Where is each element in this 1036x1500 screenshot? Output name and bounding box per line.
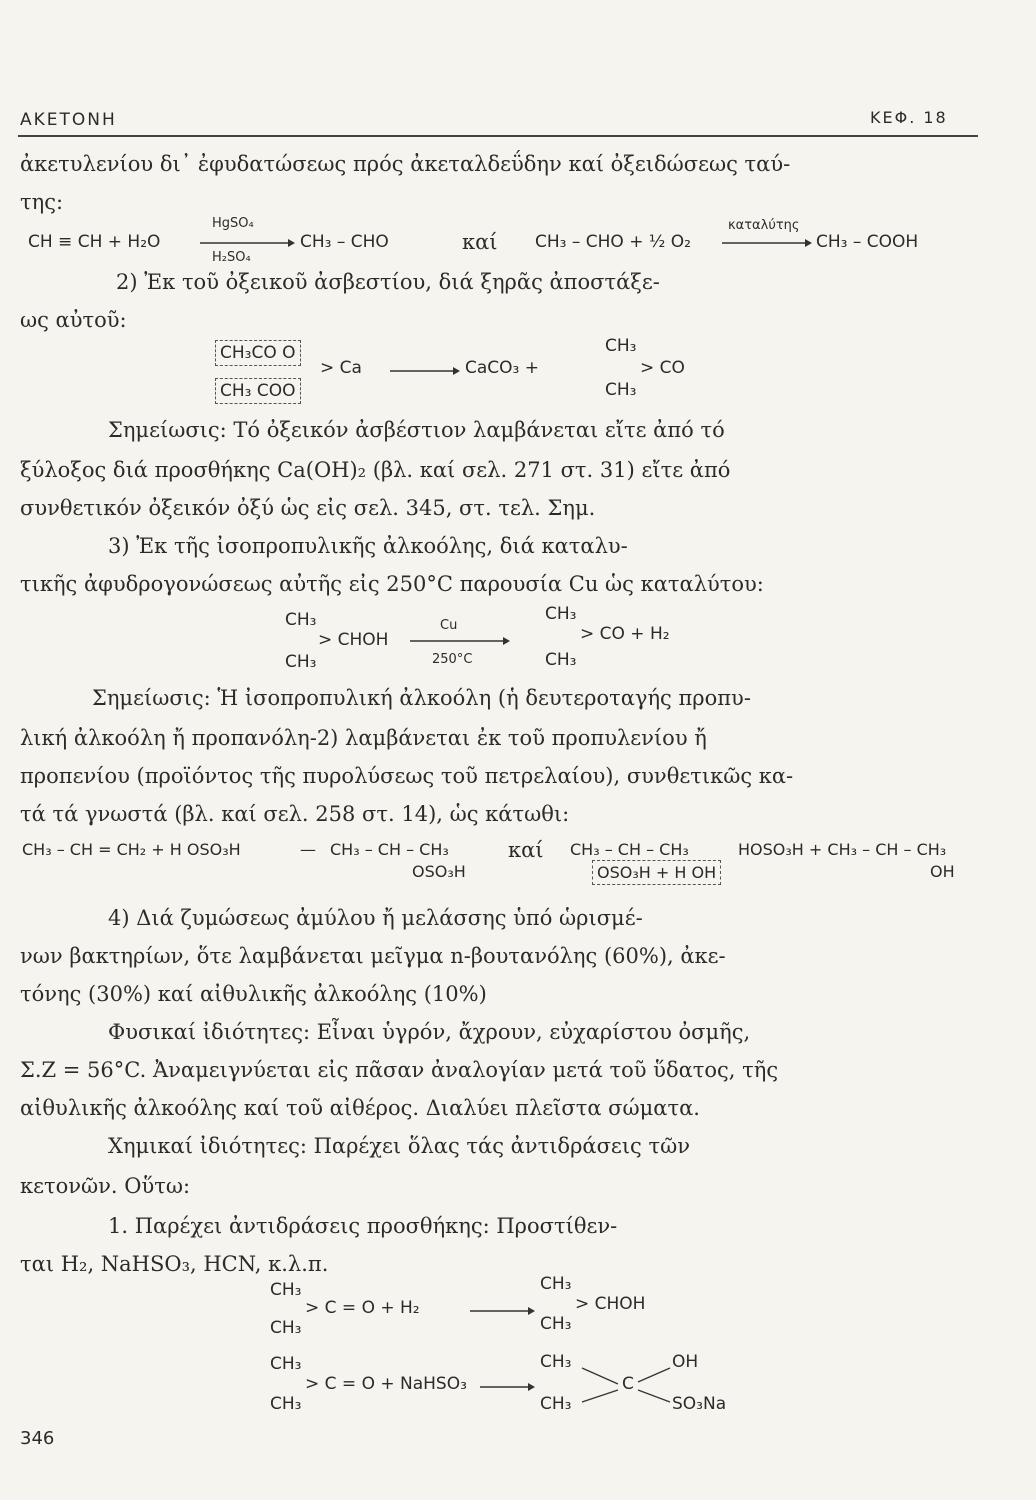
- eq4-intermediate: CH₃ – CH – CH₃: [330, 840, 449, 859]
- text-line: αἰθυλικῆς ἀλκοόλης καί τοῦ αἰθέρος. Διαλύει πλεῖστα σώματα.: [20, 1096, 700, 1120]
- eq3-methyl-top: CH₃: [285, 610, 317, 630]
- eq3-product-methyl-top: CH₃: [545, 604, 577, 624]
- page-number: 346: [20, 1428, 55, 1449]
- eq4-second-ester: CH₃ – CH – CH₃: [570, 840, 689, 859]
- text-line: της:: [20, 190, 64, 214]
- text-line-addition-reactions: 1. Παρέχει ἀντιδράσεις προσθήκης: Προστίθεν-: [108, 1214, 618, 1238]
- eq6-product-hydroxyl: OH: [672, 1352, 699, 1372]
- eq1-acetic-acid: CH₃ – COOH: [816, 232, 919, 252]
- text-line: ξύλοξος διά προσθήκης Ca(OH)₂ (βλ. καί σελ. 271 στ. 31) εἴτε ἀπό: [20, 458, 731, 482]
- eq4-product-hydroxyl: OH: [930, 862, 955, 881]
- text-line-note: Σημείωσις: Τό ὀξεικόν ἀσβέστιον λαμβάνεται εἴτε ἀπό τό: [108, 418, 725, 442]
- eq6-product-carbon: C: [622, 1374, 634, 1394]
- text-line: νων βακτηρίων, ὅτε λαμβάνεται μεῖγμα n-βουτανόλης (60%), ἀκε-: [20, 944, 726, 968]
- eq5-reactants: > C = O + H₂: [305, 1298, 420, 1318]
- eq3-carbinol: > CHOH: [318, 630, 389, 650]
- text-line: ται H₂, NaHSO₃, HCN, κ.λ.π.: [20, 1252, 329, 1276]
- eq6-product-sulfonate: SO₃Na: [672, 1394, 727, 1414]
- eq6-product-methyl-bottom: CH₃: [540, 1394, 572, 1414]
- eq1-and: καί: [462, 230, 498, 254]
- eq1-catalyst-top: HgSO₄: [212, 216, 254, 231]
- eq6-methyl-top: CH₃: [270, 1354, 302, 1374]
- text-line: συνθετικόν ὀξεικόν ὀξύ ὡς εἰς σελ. 345, στ. τελ. Σημ.: [20, 496, 596, 520]
- eq2-acetate-top: CH₃CO O: [215, 340, 301, 366]
- eq4-intermediate-group: OSO₃H: [412, 862, 466, 881]
- eq3-product-acetone: > CO + H₂: [580, 624, 670, 644]
- eq1-catalyst-label: καταλύτης: [728, 218, 800, 233]
- text-line-section-3: 3) Ἐκ τῆς ἰσοπροπυλικῆς ἀλκοόλης, διά καταλυ-: [108, 534, 628, 558]
- text-line-section-2: 2) Ἐκ τοῦ ὀξεικοῦ ἀσβεστίου, διά ξηρᾶς ἀποστάξε-: [116, 270, 660, 294]
- eq6-product-methyl-top: CH₃: [540, 1352, 572, 1372]
- eq4-and: καί: [508, 838, 544, 862]
- eq1-catalyst-bottom: H₂SO₄: [212, 250, 251, 265]
- eq5-product-carbinol: > CHOH: [575, 1294, 646, 1314]
- reaction-arrow: [390, 366, 460, 376]
- text-line: κετονῶν. Οὕτω:: [20, 1174, 191, 1198]
- header-rule: [18, 135, 978, 137]
- reaction-arrow: [410, 636, 510, 646]
- running-header-title: ΑΚΕΤΟΝΗ: [20, 110, 117, 130]
- eq3-temperature: 250°C: [432, 652, 473, 667]
- text-line: τά τά γνωστά (βλ. καί σελ. 258 στ. 14), ὡς κάτωθι:: [20, 802, 570, 826]
- eq5-methyl-bottom: CH₃: [270, 1318, 302, 1338]
- eq4-product: HOSO₃H + CH₃ – CH – CH₃: [738, 840, 947, 859]
- eq6-reactants: > C = O + NaHSO₃: [305, 1374, 467, 1394]
- eq1-oxidation-reactants: CH₃ – CHO + ½ O₂: [535, 232, 691, 252]
- eq5-product-methyl-top: CH₃: [540, 1274, 572, 1294]
- text-line: τόνης (30%) καί αἰθυλικῆς ἀλκοόλης (10%): [20, 982, 487, 1006]
- eq3-catalyst: Cu: [440, 618, 458, 633]
- text-line: προπενίου (προϊόντος τῆς πυρολύσεως τοῦ πετρελαίου), συνθετικῶς κα-: [20, 764, 794, 788]
- eq1-reactants: CH ≡ CH + H₂O: [28, 232, 161, 252]
- eq4-reactants: CH₃ – CH = CH₂ + H OSO₃H: [22, 840, 241, 859]
- text-line-note: Σημείωσις: Ἡ ἰσοπροπυλική ἀλκοόλη (ἡ δευτεροταγής προπυ-: [92, 686, 751, 710]
- text-line-section-4: 4) Διά ζυμώσεως ἀμύλου ἤ μελάσσης ὑπό ὡρισμέ-: [108, 906, 643, 930]
- text-line-physical-properties: Φυσικαί ἰδιότητες: Εἶναι ὑγρόν, ἄχρουν, εὐχαρίστου ὀσμῆς,: [108, 1020, 751, 1044]
- text-line: ἀκετυλενίου δι᾽ ἐφυδατώσεως πρός ἀκεταλδεΰδην καί ὀξειδώσεως ταύ-: [20, 152, 791, 176]
- eq1-acetaldehyde: CH₃ – CHO: [300, 232, 389, 252]
- eq5-product-methyl-bottom: CH₃: [540, 1314, 572, 1334]
- eq5-methyl-top: CH₃: [270, 1280, 302, 1300]
- eq3-product-methyl-bottom: CH₃: [545, 650, 577, 670]
- eq4-arrow: —: [300, 840, 316, 859]
- eq6-methyl-bottom: CH₃: [270, 1394, 302, 1414]
- reaction-arrow: [480, 1382, 535, 1392]
- eq4-hydrolysis-group: OSO₃H + H OH: [592, 860, 721, 885]
- text-line: ως αὐτοῦ:: [20, 308, 127, 332]
- reaction-arrow: [722, 238, 812, 248]
- text-line: τικῆς ἀφυδρογονώσεως αὐτῆς εἰς 250°C παρουσία Cu ὡς καταλύτου:: [20, 572, 764, 596]
- eq2-methyl-bottom: CH₃: [605, 380, 637, 400]
- reaction-arrow: [200, 238, 295, 248]
- eq2-acetate-bottom: CH₃ COO: [215, 378, 301, 404]
- text-line-chemical-properties: Χημικαί ἰδιότητες: Παρέχει ὅλας τάς ἀντιδράσεις τῶν: [108, 1134, 690, 1158]
- eq2-methyl-top: CH₃: [605, 336, 637, 356]
- bond-lines: [580, 1360, 680, 1410]
- reaction-arrow: [470, 1306, 535, 1316]
- eq2-calcium-carbonate: CaCO₃ +: [465, 358, 540, 378]
- eq3-methyl-bottom: CH₃: [285, 652, 317, 672]
- chapter-label: ΚΕΦ. 18: [870, 108, 948, 127]
- eq2-carbonyl: > CO: [640, 358, 685, 378]
- text-line: Σ.Ζ = 56°C. Ἀναμειγνύεται εἰς πᾶσαν ἀναλογίαν μετά τοῦ ὕδατος, τῆς: [20, 1058, 779, 1082]
- text-line: λική ἀλκοόλη ἤ προπανόλη-2) λαμβάνεται ἐκ τοῦ προπυλενίου ἤ: [20, 726, 707, 750]
- eq2-calcium: > Ca: [320, 358, 362, 378]
